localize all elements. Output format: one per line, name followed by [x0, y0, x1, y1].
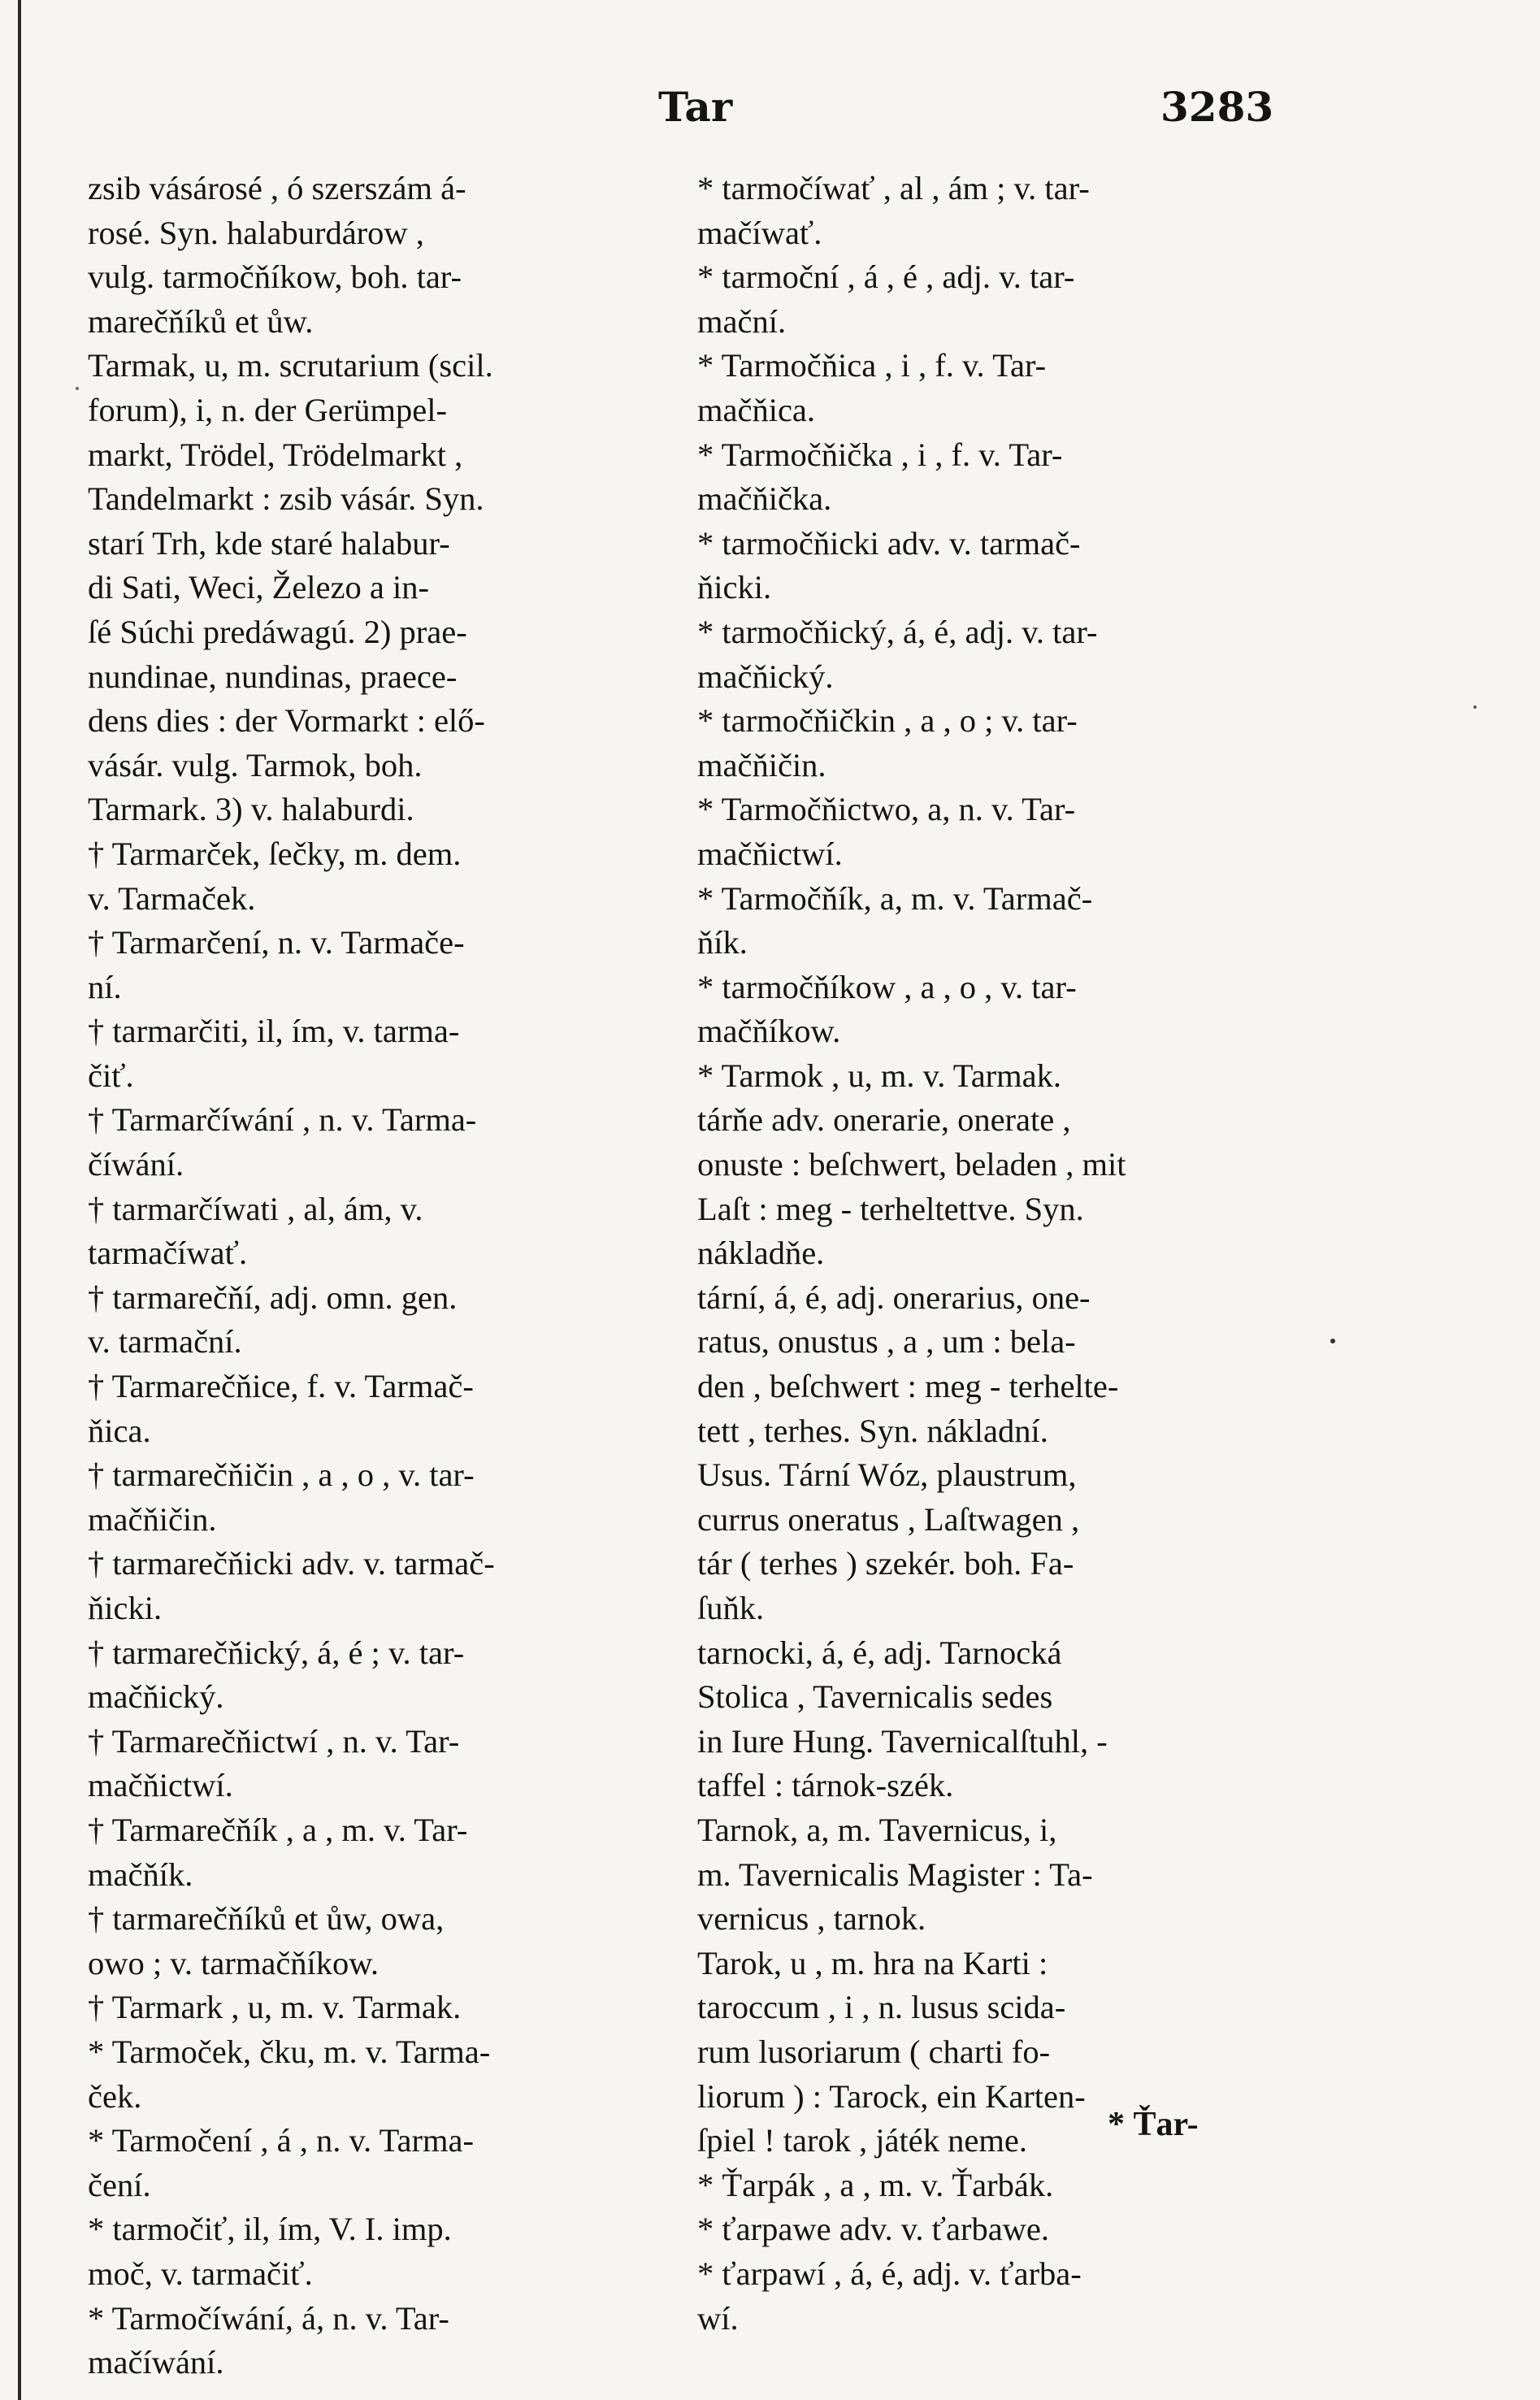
dictionary-line: v. Tarmaček. — [88, 879, 256, 917]
dictionary-line: † tarmarečňičin , a , o , v. tar- — [88, 1456, 475, 1494]
dictionary-line: * Tarmočňík, a, m. v. Tarmač- — [697, 879, 1093, 917]
dictionary-line: dens dies : der Vormarkt : elő- — [88, 702, 485, 740]
dictionary-line: Tarnok, a, m. Tavernicus, i, — [697, 1811, 1057, 1848]
dictionary-line: di Sati, Weci, Železo a in- — [88, 569, 429, 606]
dictionary-line: * Tarmočení , á , n. v. Tarma- — [88, 2122, 474, 2159]
dictionary-line: Tarmark. 3) v. halaburdi. — [88, 791, 414, 828]
dictionary-line: * tarmočňický, á, é, adj. v. tar- — [697, 613, 1098, 650]
dictionary-line: * Tarmočňica , i , f. v. Tar- — [697, 347, 1047, 384]
dictionary-line: mačňičin. — [697, 746, 826, 783]
dictionary-line: * tarmočňíkow , a , o , v. tar- — [697, 968, 1077, 1005]
dictionary-line: liorum ) : Tarock, ein Karten- — [697, 2077, 1086, 2115]
dictionary-line: taroccum , i , n. lusus scida- — [697, 1989, 1066, 2026]
dictionary-line: ní. — [88, 968, 122, 1005]
speck — [1473, 705, 1477, 709]
dictionary-line: † Tarmarečňík , a , m. v. Tar- — [88, 1811, 468, 1848]
dictionary-line: † Tarmarečňictwí , n. v. Tar- — [88, 1722, 460, 1760]
running-head: Tar — [658, 83, 733, 131]
dictionary-line: mačňička. — [697, 480, 832, 518]
dictionary-line: * Tarmočňictwo, a, n. v. Tar- — [697, 791, 1076, 828]
dictionary-line: tett , terhes. Syn. nákladní. — [697, 1412, 1048, 1449]
dictionary-line: † Tarmarečňice, f. v. Tarmač- — [88, 1368, 474, 1405]
dictionary-line: owo ; v. tarmačňíkow. — [88, 1944, 380, 1981]
catchword: * Ťar- — [1108, 2106, 1199, 2143]
dictionary-line: wí. — [697, 2299, 739, 2337]
dictionary-line: † tarmarečňický, á, é ; v. tar- — [88, 1634, 465, 1671]
dictionary-line: nákladňe. — [697, 1235, 825, 1272]
page-number: 3283 — [1160, 83, 1274, 131]
dictionary-line: Tarmak, u, m. scrutarium (scil. — [88, 347, 493, 384]
dictionary-line: * tarmočíwať , al , ám ; v. tar- — [697, 170, 1090, 206]
dictionary-line: ňicki. — [697, 569, 772, 606]
dictionary-line: tár ( terhes ) szekér. boh. Fa- — [697, 1545, 1074, 1582]
dictionary-line: forum), i, n. der Gerümpel- — [88, 391, 447, 428]
dictionary-line: mačňík. — [88, 1855, 193, 1893]
dictionary-line: čiť. — [88, 1057, 134, 1094]
dictionary-line: mačňičin. — [88, 1500, 217, 1538]
dictionary-line: mačňíkow. — [697, 1013, 841, 1050]
dictionary-line: mačňictwí. — [697, 835, 843, 872]
dictionary-line: ſuňk. — [697, 1590, 765, 1626]
dictionary-line: tarmačíwať. — [88, 1235, 248, 1272]
dictionary-line: rum lusoriarum ( charti fo- — [697, 2033, 1051, 2070]
dictionary-line: ſpiel ! tarok , játék neme. — [697, 2122, 1027, 2159]
dictionary-line: Usus. Tární Wóz, plaustrum, — [697, 1456, 1077, 1494]
dictionary-line: * tarmočiť, il, ím, V. I. imp. — [88, 2211, 452, 2248]
dictionary-line: ček. — [88, 2077, 142, 2115]
dictionary-line: tární, á, é, adj. onerarius, one- — [697, 1278, 1091, 1316]
left-column — [88, 167, 689, 2385]
dictionary-line: ňík. — [697, 924, 748, 961]
speck — [1330, 1339, 1335, 1343]
dictionary-line: nundinae, nundinas, praece- — [88, 658, 458, 695]
dictionary-line: † tarmarčíwati , al, ám, v. — [88, 1190, 423, 1227]
dictionary-line: marečňíků et ůw. — [88, 302, 314, 340]
dictionary-line: starí Trh, kde staré halabur- — [88, 524, 450, 562]
dictionary-line: vernicus , tarnok. — [697, 1900, 926, 1938]
dictionary-line: mačňický. — [88, 1678, 224, 1716]
dictionary-line: ratus, onustus , a , um : bela- — [697, 1323, 1076, 1361]
binding-gutter-line — [18, 0, 21, 2400]
dictionary-line: * Ťarpák , a , m. v. Ťarbák. — [697, 2166, 1054, 2203]
right-column — [697, 167, 1295, 2341]
dictionary-line: * tarmoční , á , é , adj. v. tar- — [697, 258, 1075, 296]
dictionary-line: † tarmarečňíků et ůw, owa, — [88, 1900, 445, 1938]
dictionary-line: markt, Trödel, Trödelmarkt , — [88, 436, 463, 473]
dictionary-line: mačíwání. — [88, 2344, 224, 2381]
dictionary-line: currus oneratus , Laſtwagen , — [697, 1500, 1080, 1538]
dictionary-line: Tandelmarkt : zsib vásár. Syn. — [88, 480, 484, 518]
dictionary-line: † tarmarečňí, adj. omn. gen. — [88, 1278, 458, 1316]
dictionary-line: onuste : beſchwert, beladen , mit — [697, 1146, 1126, 1183]
dictionary-line: den , beſchwert : meg - terhelte- — [697, 1368, 1119, 1405]
dictionary-line: Laſt : meg - terheltettve. Syn. — [697, 1190, 1084, 1227]
dictionary-line: † Tarmarčíwání , n. v. Tarma- — [88, 1101, 477, 1139]
dictionary-line: * ťarpawe adv. v. ťarbawe. — [697, 2211, 1050, 2248]
dictionary-line: * Tarmočňička , i , f. v. Tar- — [697, 436, 1063, 473]
dictionary-line: * Tarmočíwání, á, n. v. Tar- — [88, 2299, 449, 2337]
dictionary-line: tarnocki, á, é, adj. Tarnocká — [697, 1634, 1062, 1671]
dictionary-line: * ťarpawí , á, é, adj. v. ťarba- — [697, 2255, 1082, 2292]
dictionary-line: † Tarmarček, ſečky, m. dem. — [88, 835, 462, 872]
dictionary-line: v. tarmační. — [88, 1323, 242, 1361]
dictionary-line: vásár. vulg. Tarmok, boh. — [88, 746, 423, 783]
dictionary-line: mačíwať. — [697, 214, 822, 251]
dictionary-line: mačňický. — [697, 658, 834, 695]
dictionary-line: mační. — [697, 302, 787, 340]
dictionary-line: * tarmočňicki adv. v. tarmač- — [697, 524, 1081, 562]
dictionary-line: moč, v. tarmačiť. — [88, 2255, 313, 2292]
dictionary-line: ňica. — [88, 1412, 151, 1449]
dictionary-line: čení. — [88, 2166, 151, 2203]
dictionary-line: † Tarmark , u, m. v. Tarmak. — [88, 1989, 462, 2026]
dictionary-line: taffel : tárnok-szék. — [697, 1767, 954, 1804]
dictionary-line: Stolica , Tavernicalis sedes — [697, 1678, 1053, 1716]
dictionary-line: † tarmarčiti, il, ím, v. tarma- — [88, 1013, 460, 1050]
dictionary-line: ňicki. — [88, 1590, 163, 1626]
dictionary-line: tárňe adv. onerarie, onerate , — [697, 1101, 1071, 1139]
dictionary-line: * Tarmoček, čku, m. v. Tarma- — [88, 2033, 491, 2070]
dictionary-line: mačňica. — [697, 391, 816, 428]
dictionary-line: * tarmočňičkin , a , o ; v. tar- — [697, 702, 1078, 740]
dictionary-line: † tarmarečňicki adv. v. tarmač- — [88, 1545, 495, 1582]
dictionary-line: m. Tavernicalis Magister : Ta- — [697, 1855, 1093, 1893]
dictionary-line: číwání. — [88, 1146, 184, 1183]
dictionary-line: ſé Súchi predáwagú. 2) prae- — [88, 613, 467, 650]
dictionary-line: zsib vásárosé , ó szerszám á- — [88, 170, 466, 206]
dictionary-line: * Tarmok , u, m. v. Tarmak. — [697, 1057, 1062, 1094]
dictionary-line: † Tarmarčení, n. v. Tarmače- — [88, 924, 465, 961]
dictionary-line: in Iure Hung. Tavernicalſtuhl, - — [697, 1722, 1108, 1760]
speck — [76, 387, 79, 390]
dictionary-line: mačňictwí. — [88, 1767, 233, 1804]
dictionary-line: rosé. Syn. halaburdárow , — [88, 214, 424, 251]
dictionary-line: vulg. tarmočňíkow, boh. tar- — [88, 258, 462, 296]
dictionary-line: Tarok, u , m. hra na Karti : — [697, 1944, 1048, 1981]
page-header — [0, 83, 1540, 140]
